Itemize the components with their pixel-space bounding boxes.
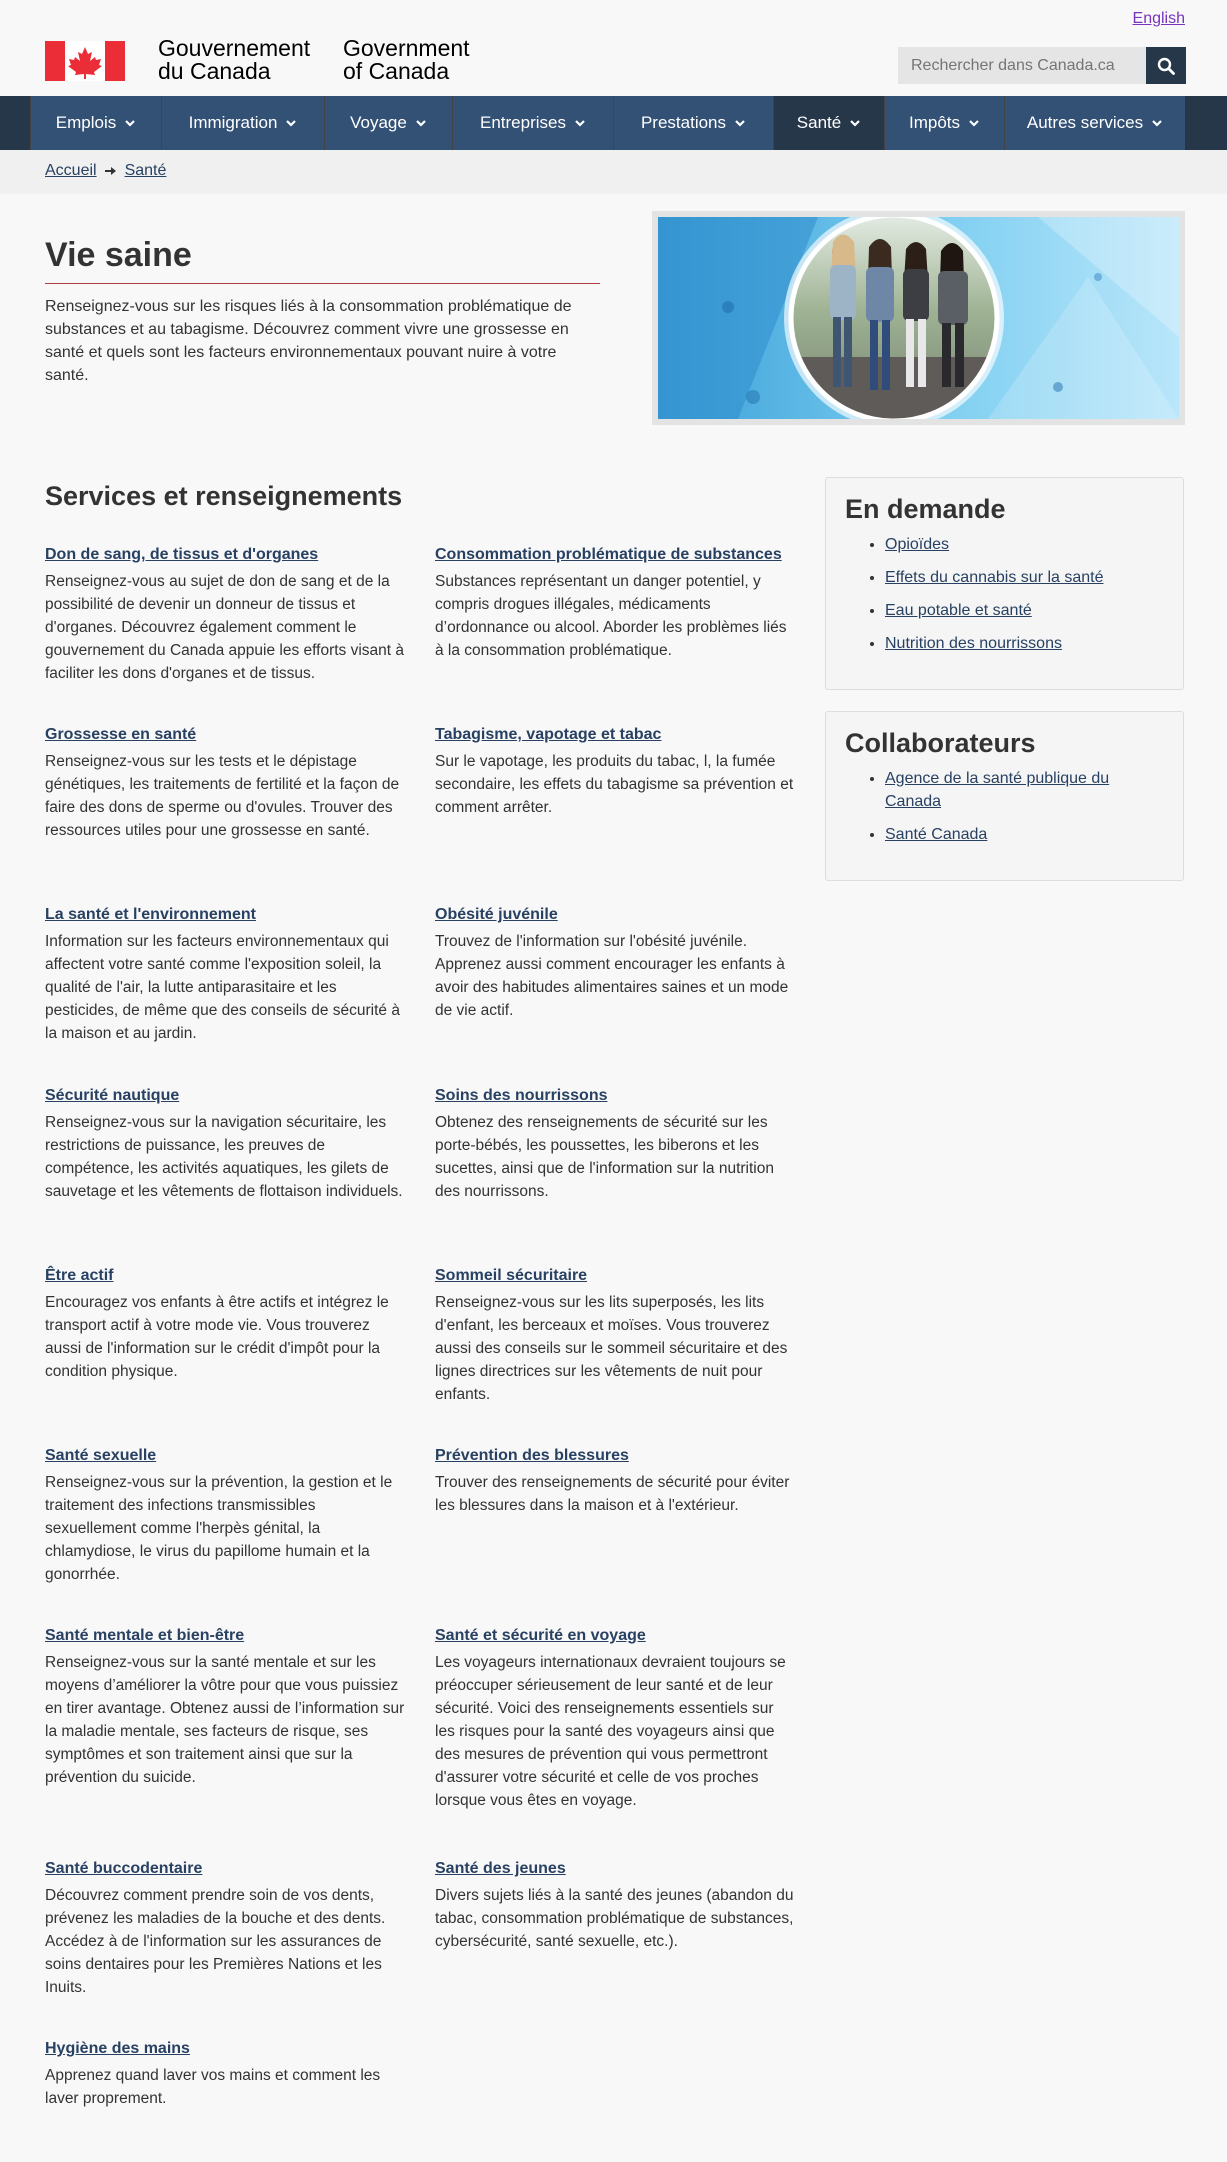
nav-item-label: Entreprises [480, 113, 566, 132]
hero-image [652, 211, 1185, 425]
service-link[interactable]: La santé et l'environnement [45, 906, 256, 923]
search-icon [1157, 57, 1175, 75]
nav-item[interactable] [1004, 96, 1185, 150]
nav-item[interactable] [613, 96, 773, 150]
service-link[interactable]: Grossesse en santé [45, 726, 197, 743]
sidebar-link[interactable]: Nutrition des nourrissons [885, 635, 1062, 652]
service-link[interactable]: Sommeil sécuritaire [435, 1267, 588, 1284]
service-description: Substances représentant un danger potentiel, y compris drogues illégales, médicaments d’ordonnance ou alcool. Aborder les problèmes liés à la consommation problématique. [435, 573, 787, 659]
service-description: Apprenez quand laver vos mains et comment les laver proprement. [45, 2067, 381, 2107]
chevron-down-icon [1151, 117, 1163, 129]
breadcrumb-current-link[interactable]: Santé [124, 162, 167, 179]
sidebar-link[interactable]: Eau potable et santé [885, 602, 1032, 619]
nav-item[interactable] [773, 96, 884, 150]
service-description: Trouver des renseignements de sécurité pour éviter les blessures dans la maison et à l'extérieur. [435, 1474, 790, 1514]
service-link[interactable]: Prévention des blessures [435, 1447, 629, 1464]
service-card [45, 726, 405, 842]
nav-item-label: Autres services [1026, 113, 1144, 132]
nav-item-label: Santé [796, 113, 842, 132]
chevron-down-icon [968, 117, 980, 129]
arrow-right-icon [105, 166, 117, 176]
service-card [435, 726, 795, 819]
search-form [898, 47, 1186, 84]
service-description: Renseignez-vous sur la santé mentale et sur les moyens d’améliorer la vôtre pour que vous puissiez en tirer avantage. Obtenez aussi de l’information sur la maladie mentale, ses facteurs de risque, ses symptômes et son traitement ainsi que sur la prévention du suicide. [45, 1654, 405, 1786]
service-link[interactable]: Santé mentale et bien-être [45, 1627, 245, 1644]
service-card [45, 2040, 405, 2110]
services-heading: Services et renseignements [45, 481, 403, 511]
breadcrumb-home-link[interactable]: Accueil [45, 162, 97, 179]
breadcrumb-bar [0, 150, 1227, 194]
nav-item[interactable] [324, 96, 452, 150]
sidebar-link[interactable]: Santé Canada [885, 826, 988, 843]
hero-image-canvas [658, 217, 1179, 419]
chevron-down-icon [734, 117, 746, 129]
service-link[interactable]: Santé des jeunes [435, 1860, 566, 1877]
nav-item-label: Emplois [55, 113, 117, 132]
in-demand-panel [825, 477, 1184, 690]
service-link[interactable]: Soins des nourrissons [435, 1087, 608, 1104]
partners-list [826, 767, 1183, 846]
service-description: Renseignez-vous sur les lits superposés, les lits d'enfant, les berceaux et moïses. Vous trouverez aussi des conseils sur le sommeil sécuritaire et des lignes directrices sur les vêtements de nuit pour enfants. [435, 1294, 788, 1403]
service-description: Sur le vapotage, les produits du tabac, l, la fumée secondaire, les effets du tabagisme sa prévention et comment arrêter. [435, 753, 794, 816]
service-card [45, 546, 405, 685]
service-description: Renseignez-vous sur les tests et le dépistage génétiques, les traitements de fertilité et la façon de faire des dons de sperme ou d'ovules. Trouver des ressources utiles pour une grossesse en santé. [45, 753, 400, 839]
service-card [435, 1267, 795, 1406]
service-card [435, 906, 795, 1022]
sidebar-list-item [885, 823, 1163, 846]
teens-walking-illustration [658, 217, 1179, 419]
language-toggle-link[interactable]: English [1132, 10, 1185, 27]
nav-item-label: Prestations [640, 113, 727, 132]
service-description: Renseignez-vous sur la navigation sécuritaire, les restrictions de puissance, les preuves de compétence, les activités aquatiques, les gilets de sauvetage et les vêtements de flottaison individuels. [45, 1114, 403, 1200]
chevron-down-icon [849, 117, 861, 129]
chevron-down-icon [415, 117, 427, 129]
service-description: Renseignez-vous au sujet de don de sang et de la possibilité de devenir un donneur de tissus et d'organes. Découvrez également comment le gouvernement du Canada appuie les efforts visant à faciliter les dons d'organes et de tissus. [45, 573, 405, 682]
sidebar-list-item [885, 767, 1163, 813]
service-link[interactable]: Tabagisme, vapotage et tabac [435, 726, 662, 743]
signature-en-line1: Government [343, 35, 470, 61]
in-demand-heading: En demande [845, 494, 1006, 524]
service-card [45, 906, 405, 1045]
service-card [45, 1627, 405, 1789]
nav-item-label: Voyage [350, 113, 407, 132]
sidebar-list-item [885, 566, 1163, 589]
search-input[interactable] [898, 47, 1146, 84]
page-title: Vie saine [45, 236, 192, 274]
service-description: Renseignez-vous sur la prévention, la gestion et le traitement des infections transmissibles sexuellement comme l'herpès génital, la chlamydiose, le virus du papillome humain et la gonorrhée. [45, 1474, 393, 1583]
breadcrumb [45, 162, 166, 180]
sidebar-list-item [885, 599, 1163, 622]
nav-item-label: Impôts [908, 113, 961, 132]
service-description: Obtenez des renseignements de sécurité sur les porte-bébés, les poussettes, les biberons et les sucettes, ainsi que de l'information sur la nutrition des nourrissons. [435, 1114, 774, 1200]
service-card [435, 1860, 795, 1953]
service-link[interactable]: Santé et sécurité en voyage [435, 1627, 646, 1644]
in-demand-list [826, 533, 1183, 655]
signature-english [343, 37, 470, 83]
search-button[interactable] [1146, 47, 1186, 84]
service-link[interactable]: Consommation problématique de substances [435, 546, 782, 563]
service-card [435, 546, 795, 662]
sidebar-list-item [885, 632, 1163, 655]
site-header [0, 0, 1227, 96]
service-card [435, 1087, 795, 1203]
service-link[interactable]: Santé sexuelle [45, 1447, 157, 1464]
service-description: Divers sujets liés à la santé des jeunes (abandon du tabac, consommation problématique de substances, cybersécurité, santé sexuelle, etc.). [435, 1887, 794, 1950]
signature-french [158, 37, 310, 83]
nav-item-label: Immigration [188, 113, 278, 132]
chevron-down-icon [285, 117, 297, 129]
service-card [45, 1860, 405, 1999]
service-link[interactable]: Sécurité nautique [45, 1087, 180, 1104]
sidebar-link[interactable]: Opioïdes [885, 536, 950, 553]
sidebar-list-item [885, 533, 1163, 556]
service-description: Les voyageurs internationaux devraient toujours se préoccuper sérieusement de leur santé et de leur sécurité. Voici des renseignements essentiels sur les risques pour la santé des voyageurs ainsi que des mesures de prévention qui vous permettront d'assurer votre sécurité et celle de vos proches lorsque vous êtes en voyage. [435, 1654, 786, 1809]
partners-panel [825, 711, 1184, 881]
nav-item[interactable] [30, 96, 161, 150]
chevron-down-icon [124, 117, 136, 129]
page-intro: Renseignez-vous sur les risques liés à la consommation problématique de substances et au tabagisme. Découvrez comment vivre une grossesse en santé et quels sont les facteurs environnementaux pouvant nuire à votre santé. [45, 298, 572, 384]
service-card [45, 1267, 405, 1383]
chevron-down-icon [574, 117, 586, 129]
sidebar-link[interactable]: Effets du cannabis sur la santé [885, 569, 1104, 586]
service-link[interactable]: Hygiène des mains [45, 2040, 190, 2057]
signature-fr-line1: Gouvernement [158, 35, 311, 61]
signature-fr-line2: du Canada [158, 58, 271, 84]
service-description: Encouragez vos enfants à être actifs et intégrez le transport actif à votre mode vie. Vous trouverez aussi de l'information sur le crédit d'impôt pour la condition physique. [45, 1294, 389, 1380]
nav-item[interactable] [884, 96, 1004, 150]
service-description: Information sur les facteurs environnementaux qui affectent votre santé comme l'exposition soleil, la qualité de l'air, la lutte antiparasitaire et les pesticides, de même que des conseils de sécurité à la maison et au jardin. [45, 933, 400, 1042]
sidebar-link[interactable]: Agence de la santé publique du Canada [885, 770, 1110, 810]
service-card [435, 1447, 795, 1517]
main-menu-list [0, 96, 1227, 150]
title-underline [45, 283, 600, 284]
service-card [435, 1627, 795, 1812]
signature-en-line2: of Canada [343, 58, 450, 84]
service-link[interactable]: Santé buccodentaire [45, 1860, 203, 1877]
service-link[interactable]: Être actif [45, 1267, 114, 1284]
service-description: Trouvez de l'information sur l'obésité juvénile. Apprenez aussi comment encourager les enfants à avoir des habitudes alimentaires saines et un mode de vie actif. [435, 933, 789, 1019]
nav-item[interactable] [452, 96, 613, 150]
main-menu [0, 96, 1227, 150]
canada-flag-icon [45, 41, 125, 81]
service-link[interactable]: Don de sang, de tissus et d'organes [45, 546, 319, 563]
service-description: Découvrez comment prendre soin de vos dents, prévenez les maladies de la bouche et des dents. Accédez à de l'information sur les assurances de soins dentaires pour les Premières Nations et les Inuits. [45, 1887, 386, 1996]
service-card [45, 1087, 405, 1203]
nav-item[interactable] [161, 96, 324, 150]
service-link[interactable]: Obésité juvénile [435, 906, 558, 923]
service-card [45, 1447, 405, 1586]
partners-heading: Collaborateurs [845, 728, 1036, 758]
